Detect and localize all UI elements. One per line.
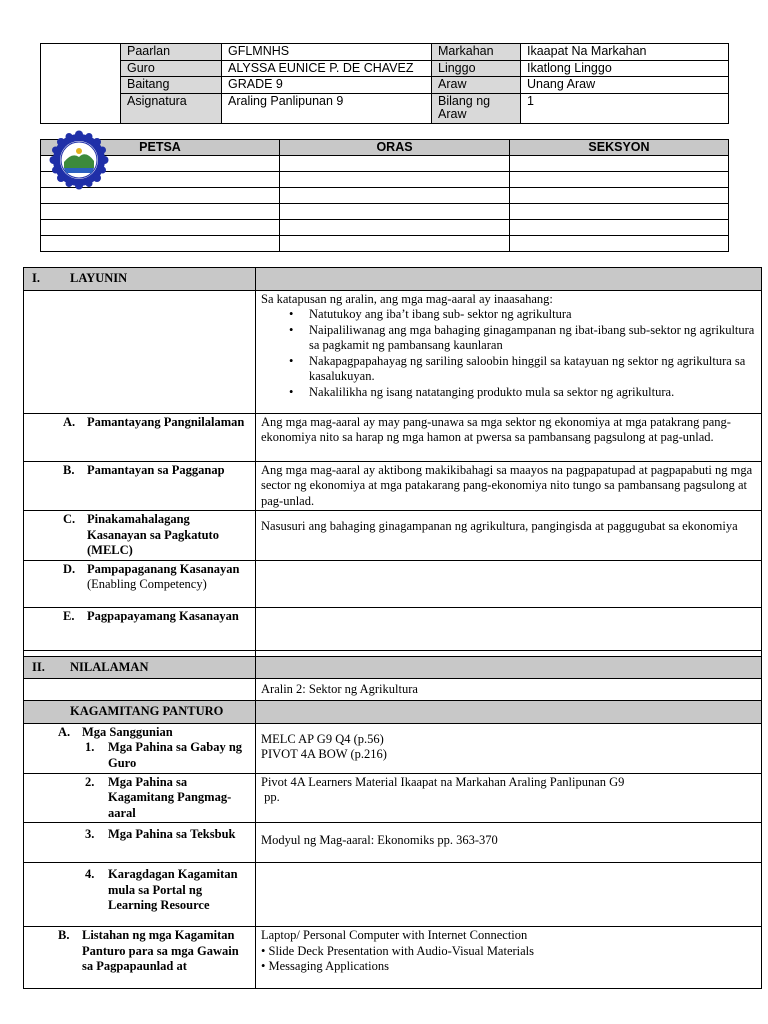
info-label: Paarlan: [121, 44, 222, 61]
value-line: Pivot 4A Learners Material Ikaapat na Markahan Araling Panlipunan G9: [261, 774, 625, 789]
layunin-intro: Sa katapusan ng aralin, ang mga mag-aaral ay inaasahang:: [261, 291, 553, 306]
petsa-cell[interactable]: [41, 204, 280, 220]
info-value: ALYSSA EUNICE P. DE CHAVEZ: [222, 60, 432, 77]
info-label: Araw: [432, 77, 521, 94]
section-number: I.: [32, 271, 40, 285]
row-value[interactable]: Ang mga mag-aaral ay aktibong makikibahagi sa maayos na pagpapatupad at pagpapabuti ng mga sector ng ekonomiya at mga patakarang pang-ekonomiya nito tungo sa pambansang pagsulong at pag-unlad.: [256, 461, 762, 511]
table-row: [24, 511, 762, 561]
table-row: [24, 863, 762, 927]
item-marker: 2.: [85, 774, 95, 789]
table-row: [24, 773, 762, 823]
row-value[interactable]: [256, 773, 762, 823]
list-item: • Nakapagpapahayag ng sariling saloobin hinggil sa katayuan ng sektor ng agrikultura sa kasalukuyan.: [287, 354, 756, 385]
item-marker: C.: [63, 512, 76, 526]
info-value: Ikaapat Na Markahan: [521, 44, 729, 61]
item-marker: B.: [63, 462, 75, 477]
info-value: Unang Araw: [521, 77, 729, 94]
table-row: [41, 220, 729, 236]
table-row: [41, 172, 729, 188]
item-marker: 3.: [85, 827, 95, 841]
row-label: Karagdagan Kagamitan mula sa Portal ng Learning Resource: [108, 867, 238, 912]
section-header-kagamitan: [24, 701, 762, 724]
info-value: 1: [521, 94, 729, 124]
info-label: Markahan: [432, 44, 521, 61]
table-row: [41, 236, 729, 252]
row-label: Pinakamahalagang Kasanayan sa Pagkatuto (MELC): [87, 512, 219, 557]
table-row: [24, 607, 762, 650]
item-marker: A.: [63, 414, 76, 429]
row-label: Listahan ng mga Kagamitan Panturo para sa mga Gawain sa Pagpapaunlad at: [82, 928, 239, 973]
section-header-nilalaman: [24, 656, 762, 679]
row-label: Mga Pahina sa Gabay ng Guro: [108, 740, 243, 770]
table-row: [24, 823, 762, 863]
seksyon-cell[interactable]: [510, 188, 729, 204]
layunin-content: [256, 290, 762, 413]
info-row: [41, 94, 729, 124]
row-value[interactable]: Modyul ng Mag-aaral: Ekonomiks pp. 363-370: [256, 823, 762, 863]
objectives-list: [261, 307, 756, 400]
school-seal-logo: [44, 130, 114, 190]
info-label: Bilang ng Araw: [432, 94, 521, 124]
oras-cell[interactable]: [280, 236, 510, 252]
table-row: [24, 927, 762, 989]
row-value[interactable]: Nasusuri ang bahaging ginagampanan ng agrikultura, pangingisda at paggugubat sa ekonomiya: [256, 511, 762, 561]
oras-cell[interactable]: [280, 188, 510, 204]
column-header-petsa: PETSA: [41, 140, 280, 156]
table-row: [24, 723, 762, 773]
table-row: [24, 560, 762, 607]
list-item: Laptop/ Personal Computer with Internet Connection: [261, 928, 528, 942]
seksyon-cell[interactable]: [510, 220, 729, 236]
seksyon-cell[interactable]: [510, 204, 729, 220]
oras-cell[interactable]: [280, 220, 510, 236]
info-value: GRADE 9: [222, 77, 432, 94]
table-row: [24, 679, 762, 701]
row-value[interactable]: Aralin 2: Sektor ng Agrikultura: [256, 679, 762, 701]
info-label: Guro: [121, 60, 222, 77]
row-value[interactable]: [256, 927, 762, 989]
info-value: Ikatlong Linggo: [521, 60, 729, 77]
seal-cell: [41, 44, 121, 124]
info-label: Asignatura: [121, 94, 222, 124]
oras-cell[interactable]: [280, 172, 510, 188]
seksyon-cell[interactable]: [510, 172, 729, 188]
row-label: Mga Pahina sa Teksbuk: [108, 827, 236, 841]
item-marker: D.: [63, 561, 76, 576]
seksyon-cell[interactable]: [510, 156, 729, 172]
row-value[interactable]: [256, 560, 762, 607]
value-line: pp.: [261, 790, 280, 804]
value-line: PIVOT 4A BOW (p.216): [261, 747, 387, 761]
row-label: Pampapaganang Kasanayan: [87, 561, 240, 576]
row-value[interactable]: Ang mga mag-aaral ay may pang-unawa sa mga sektor ng ekonomiya at mga patakrang pang-ekonomiya nito sa harap ng mga hamon at pwersa sa pambansang pagsulong at pag-unlad.: [256, 413, 762, 461]
item-marker: 1.: [85, 740, 95, 754]
info-row: [41, 60, 729, 77]
list-item: • Natutukoy ang iba’t ibang sub- sektor ng agrikultura: [287, 307, 756, 323]
list-item: • Nakalilikha ng isang natatanging produkto mula sa sektor ng agrikultura.: [287, 385, 756, 401]
row-label: Pagpapayamang Kasanayan: [87, 608, 239, 623]
row-label: Pamantayang Pangnilalaman: [87, 414, 245, 429]
section-title: KAGAMITANG PANTURO: [24, 701, 256, 724]
petsa-cell[interactable]: [41, 220, 280, 236]
header-info-table: [40, 43, 729, 124]
info-label: Linggo: [432, 60, 521, 77]
item-marker: 4.: [85, 867, 95, 881]
value-line: MELC AP G9 Q4 (p.56): [261, 731, 384, 746]
info-row: [41, 44, 729, 61]
row-label: Mga Pahina sa Kagamitang Pangmag-aaral: [108, 774, 232, 820]
petsa-cell[interactable]: [41, 236, 280, 252]
column-header-oras: ORAS: [280, 140, 510, 156]
table-row: [24, 461, 762, 511]
section-number: II.: [32, 659, 45, 674]
layunin-row: [24, 290, 762, 413]
column-header-seksyon: SEKSYON: [510, 140, 729, 156]
section-title: NILALAMAN: [70, 659, 149, 674]
oras-cell[interactable]: [280, 156, 510, 172]
row-label: Mga Sanggunian: [82, 724, 173, 739]
oras-cell[interactable]: [280, 204, 510, 220]
info-row: [41, 77, 729, 94]
list-item: • Naipaliliwanag ang mga bahaging ginagampanan ng ibat-ibang sub-sektor ng agrikultura sa pagkamit ng pambansang kaunlaran: [287, 323, 756, 354]
schedule-table: [40, 139, 729, 252]
table-row: [41, 188, 729, 204]
row-sublabel: (Enabling Competency): [87, 577, 207, 591]
seksyon-cell[interactable]: [510, 236, 729, 252]
list-item: • Slide Deck Presentation with Audio-Visual Materials: [261, 943, 535, 958]
item-marker: B.: [58, 928, 70, 942]
row-value[interactable]: [256, 723, 762, 773]
item-marker: E.: [63, 608, 75, 623]
section-title: LAYUNIN: [70, 271, 128, 285]
lesson-plan-table: [23, 267, 762, 989]
info-label: Baitang: [121, 77, 222, 94]
table-row: [24, 413, 762, 461]
table-row: [41, 156, 729, 172]
table-row: [41, 204, 729, 220]
info-value: Araling Panlipunan 9: [222, 94, 432, 124]
section-header-layunin: [24, 268, 762, 291]
row-value[interactable]: [256, 863, 762, 927]
row-label: Pamantayan sa Pagganap: [87, 462, 225, 477]
info-value: GFLMNHS: [222, 44, 432, 61]
item-marker: A.: [58, 724, 71, 739]
list-item: • Messaging Applications: [261, 959, 389, 973]
row-value[interactable]: [256, 607, 762, 650]
